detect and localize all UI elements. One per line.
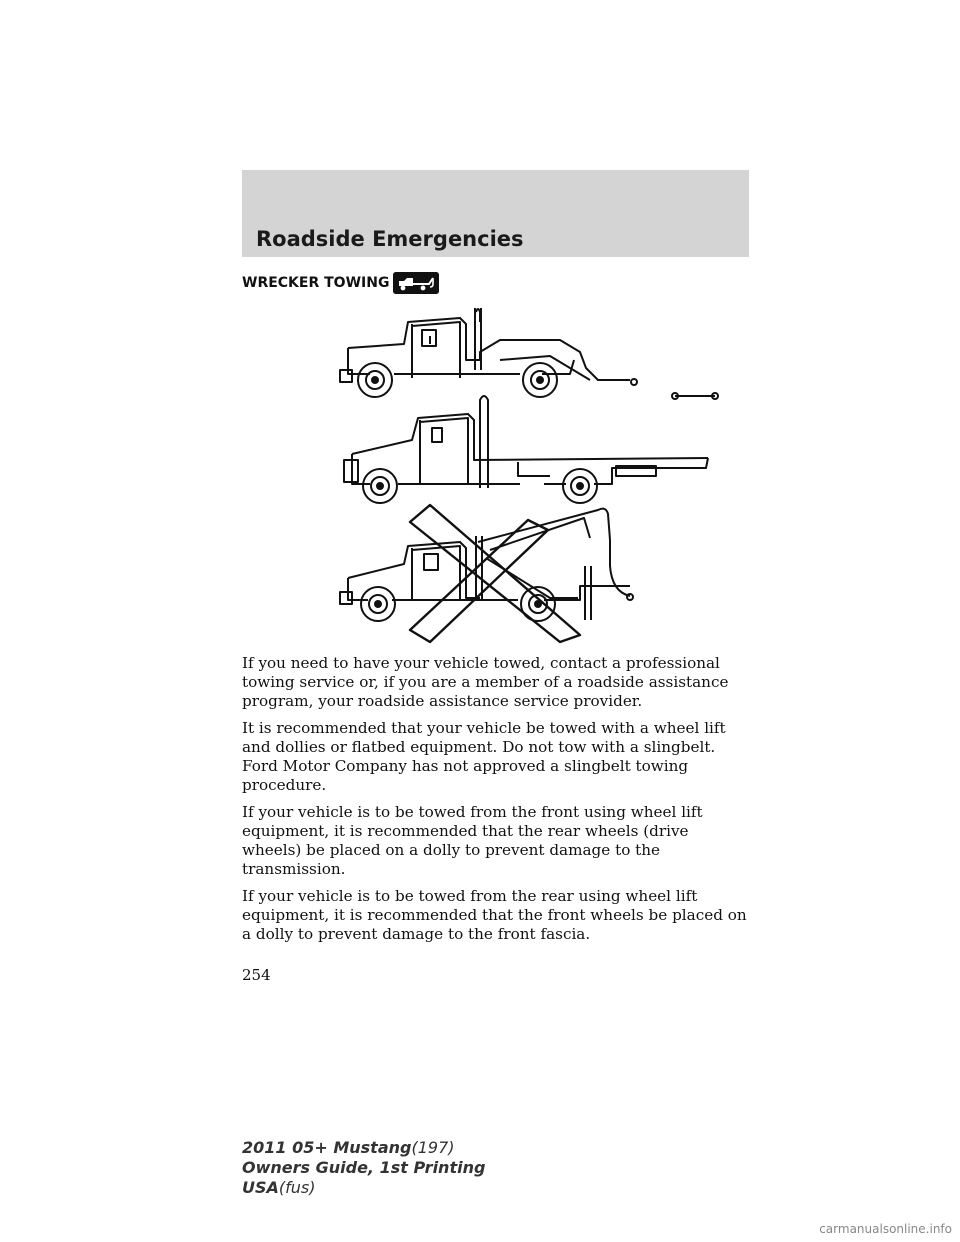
paragraph: If your vehicle is to be towed from the rear using wheel lift equipment, it is recommended that the front wheels be placed on a dolly to prevent damage to the front fascia. bbox=[242, 887, 747, 943]
footer-edition: Owners Guide, 1st Printing bbox=[242, 1158, 486, 1177]
footer-info bbox=[242, 1138, 485, 1198]
tow-truck-icon bbox=[393, 272, 439, 294]
page-title: Roadside Emergencies bbox=[256, 227, 524, 251]
paragraph: If your vehicle is to be towed from the front using wheel lift equipment, it is recommended that the rear wheels (drive wheels) be placed on a dolly to prevent damage to the transmission. bbox=[242, 803, 703, 878]
footer-line-2 bbox=[242, 1158, 485, 1178]
paragraph: It is recommended that your vehicle be towed with a wheel lift and dollies or flatbed equipment. Do not tow with a slingbelt. Ford Motor Company has not approved a slingbelt towing procedure. bbox=[242, 719, 726, 794]
flatbed-truck-icon bbox=[344, 396, 708, 503]
header-band bbox=[242, 170, 749, 257]
footer-market: USA bbox=[242, 1178, 279, 1197]
paragraph: If you need to have your vehicle towed, contact a professional towing service or, if you are a member of a roadside assistance program, your roadside assistance service provider. bbox=[242, 654, 729, 710]
watermark: carmanualsonline.info bbox=[819, 1222, 952, 1236]
prohibited-x-icon bbox=[410, 505, 580, 642]
towing-methods-illustration bbox=[330, 300, 730, 645]
page-number: 254 bbox=[242, 966, 271, 984]
wheel-lift-truck-icon bbox=[340, 308, 718, 399]
body-text bbox=[242, 654, 752, 952]
section-heading bbox=[242, 272, 439, 294]
footer-model-code: (197) bbox=[411, 1138, 455, 1157]
section-heading-text: WRECKER TOWING bbox=[242, 275, 390, 291]
footer-line-1 bbox=[242, 1138, 485, 1158]
slingbelt-truck-icon bbox=[340, 509, 633, 621]
footer-model: 2011 05+ Mustang bbox=[242, 1138, 412, 1157]
footer-market-code: (fus) bbox=[278, 1178, 316, 1197]
footer-line-3 bbox=[242, 1178, 485, 1198]
